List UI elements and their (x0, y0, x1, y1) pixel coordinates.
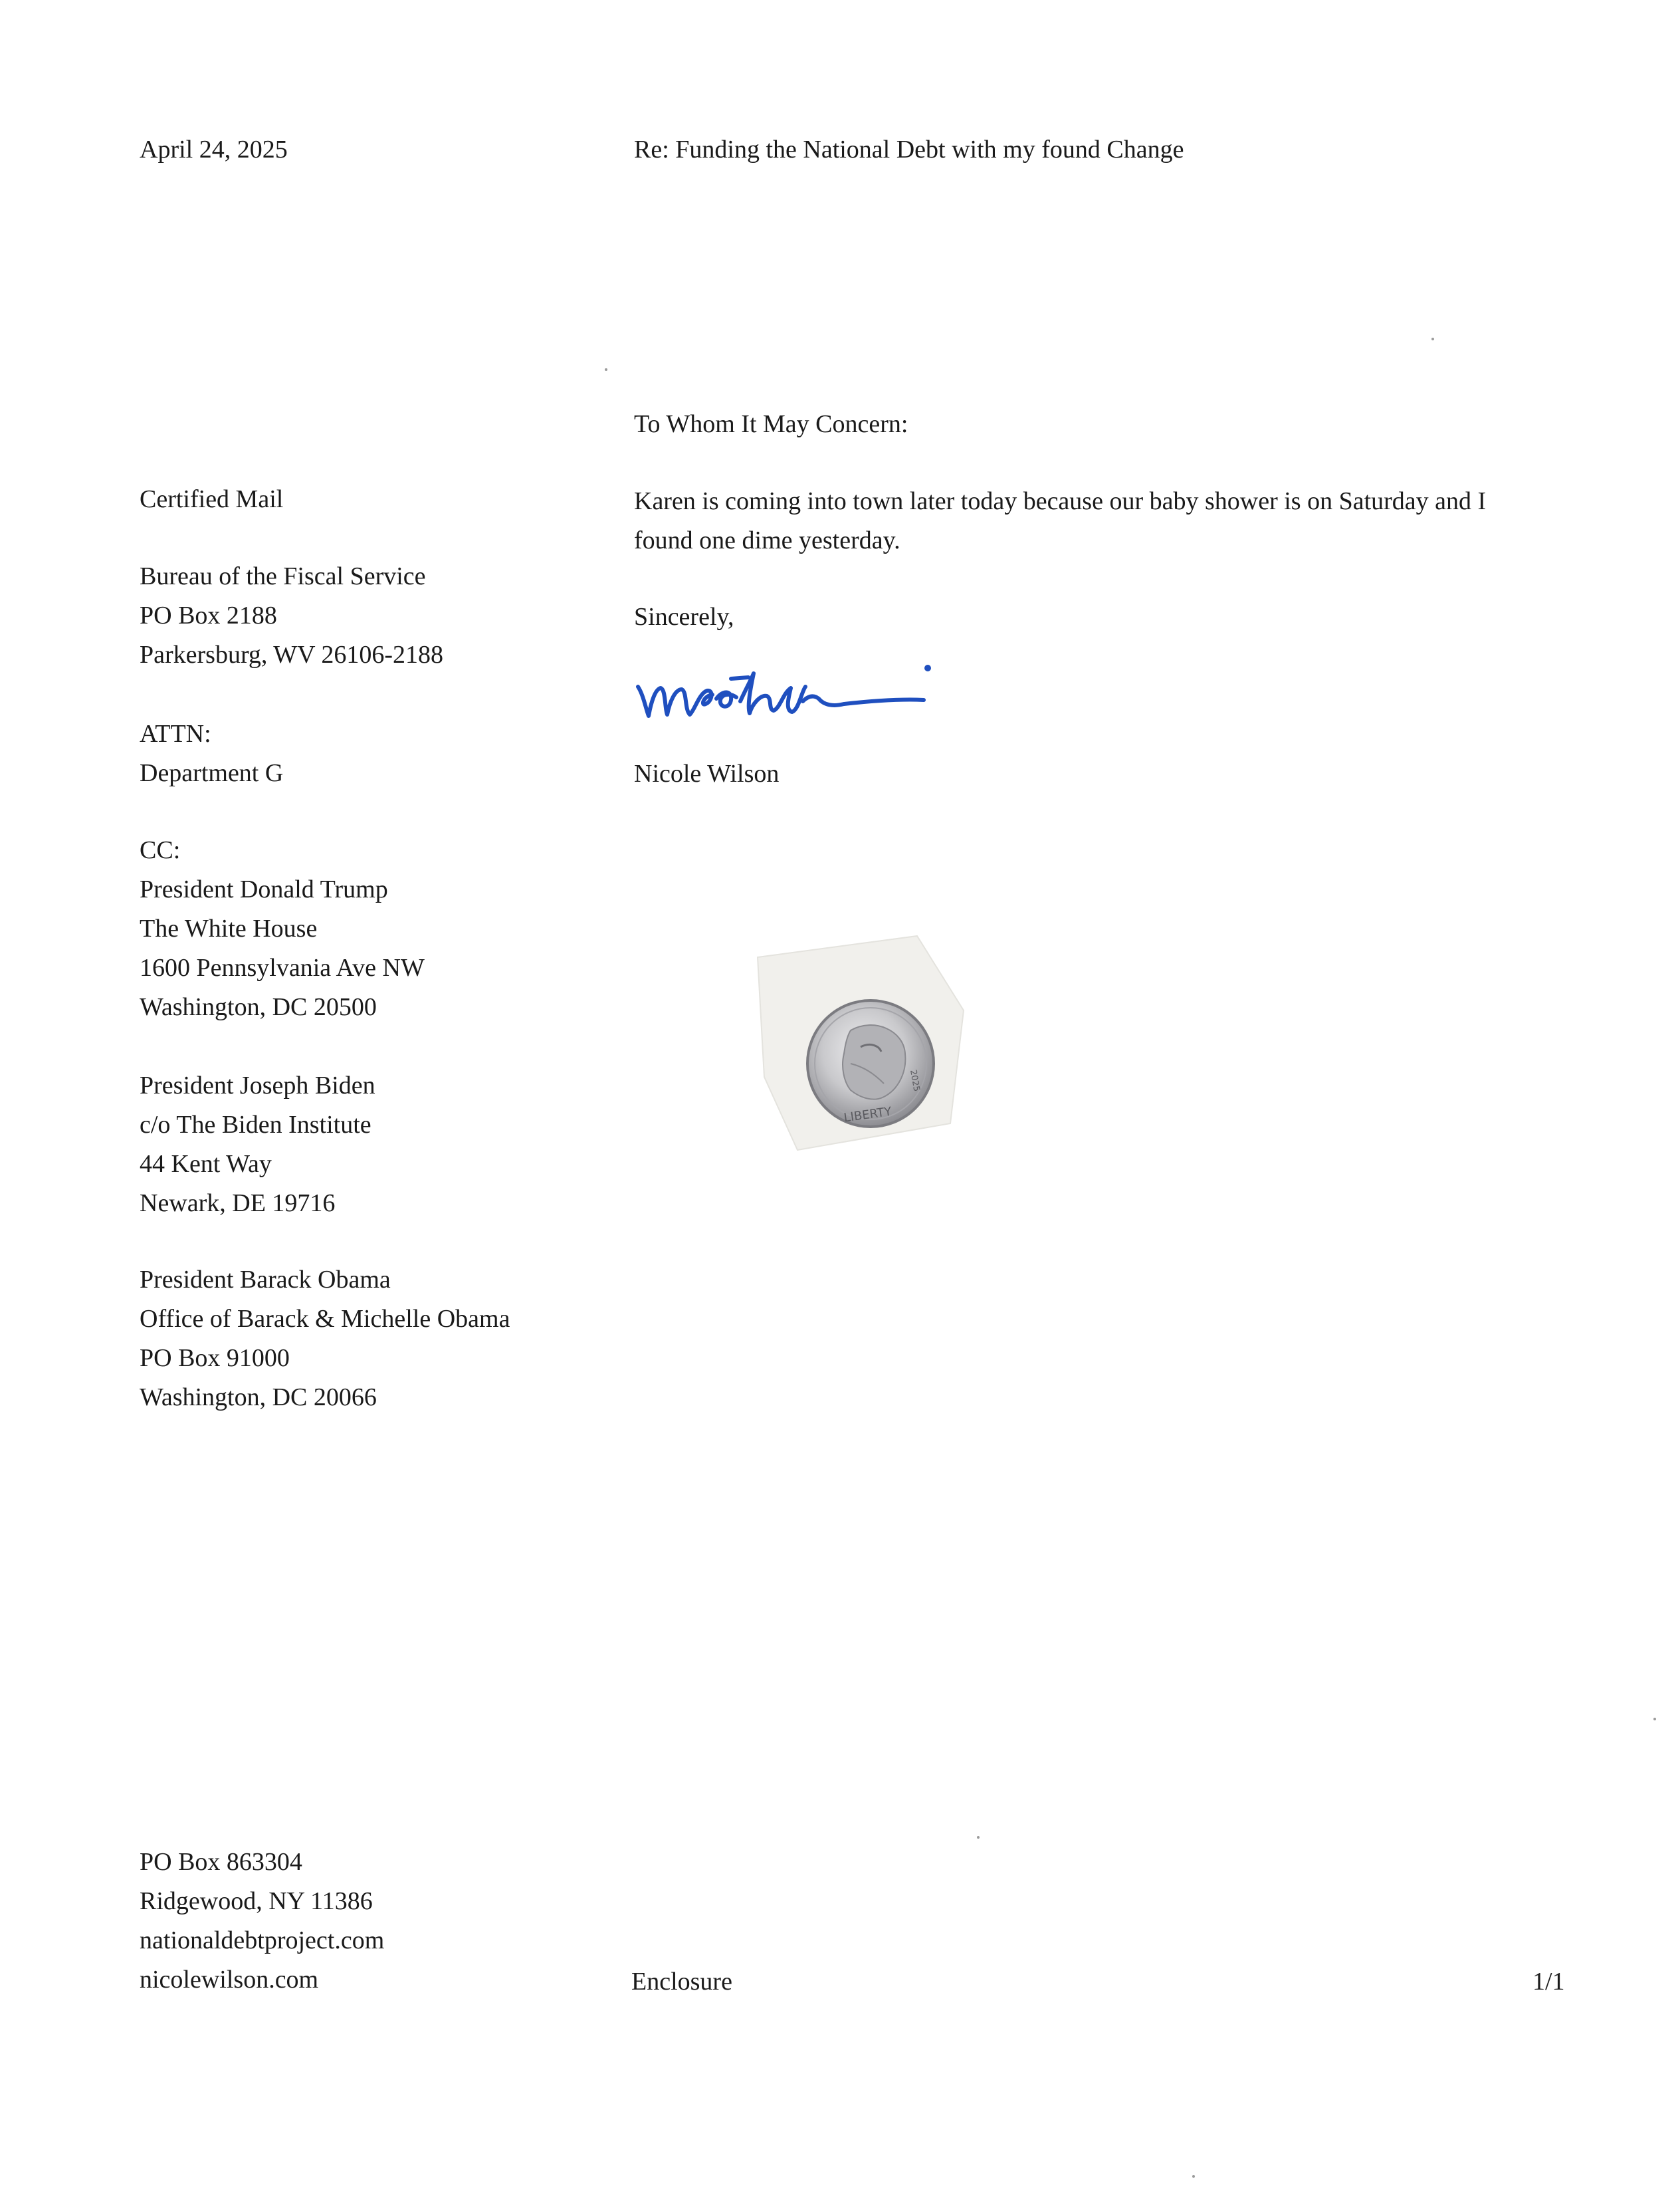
cc-recipient-line: 1600 Pennsylvania Ave NW (140, 954, 425, 982)
body-line: Karen is coming into town later today because our baby shower is on Saturday and I (634, 487, 1487, 515)
cc-recipient-line: Newark, DE 19716 (140, 1189, 336, 1217)
page-number: 1/1 (1532, 1968, 1565, 1996)
recipient-line: Bureau of the Fiscal Service (140, 562, 426, 590)
coin-date: 2025 (908, 1069, 922, 1093)
scan-speck (605, 368, 607, 371)
cc-recipient-obama (140, 1260, 510, 1417)
enclosed-dime (751, 931, 970, 1157)
attn-label: ATTN: (140, 720, 211, 748)
cc-recipient-line: The White House (140, 915, 318, 943)
cc-recipient-line: President Donald Trump (140, 875, 388, 903)
letter-body (634, 482, 1486, 560)
cc-recipient-biden (140, 1066, 375, 1223)
sender-link[interactable]: nationaldebtproject.com (140, 1926, 385, 1954)
letter-date: April 24, 2025 (140, 136, 288, 164)
cc-recipient-line: Office of Barack & Michelle Obama (140, 1305, 510, 1333)
sender-line: PO Box 863304 (140, 1848, 302, 1876)
closing: Sincerely, (634, 603, 734, 631)
dime-image (751, 931, 970, 1157)
greeting: To Whom It May Concern: (634, 410, 908, 438)
recipient-line: PO Box 2188 (140, 602, 277, 630)
cc-recipient-line: 44 Kent Way (140, 1150, 272, 1178)
sender-link[interactable]: nicolewilson.com (140, 1966, 319, 1994)
recipient-line: Parkersburg, WV 26106-2188 (140, 641, 444, 669)
sender-address (140, 1843, 384, 2000)
enclosure-label: Enclosure (631, 1968, 732, 1996)
cc-label: CC: (140, 836, 181, 864)
scan-speck (1653, 1718, 1656, 1720)
signer-name: Nicole Wilson (634, 760, 780, 788)
signature (631, 655, 970, 728)
cc-recipient-line: Washington, DC 20066 (140, 1383, 377, 1411)
cc-recipient-line: Washington, DC 20500 (140, 993, 377, 1021)
sender-line: Ridgewood, NY 11386 (140, 1887, 373, 1915)
letter-subject: Re: Funding the National Debt with my found Change (634, 136, 1184, 164)
cc-recipient-line: PO Box 91000 (140, 1344, 290, 1372)
cc-recipient-line: c/o The Biden Institute (140, 1111, 371, 1139)
cc-recipient-line: President Joseph Biden (140, 1072, 375, 1099)
attn-value: Department G (140, 759, 284, 787)
attn-block (140, 715, 283, 793)
scan-speck (977, 1836, 980, 1839)
coin-inscription: LIBERTY (843, 1104, 892, 1125)
body-line: found one dime yesterday. (634, 526, 900, 554)
scan-speck (1431, 338, 1434, 340)
mailing-method: Certified Mail (140, 485, 284, 513)
cc-block (140, 831, 425, 1027)
cc-recipient-line: President Barack Obama (140, 1266, 391, 1294)
scan-speck (1192, 2175, 1195, 2178)
recipient-address (140, 557, 443, 675)
